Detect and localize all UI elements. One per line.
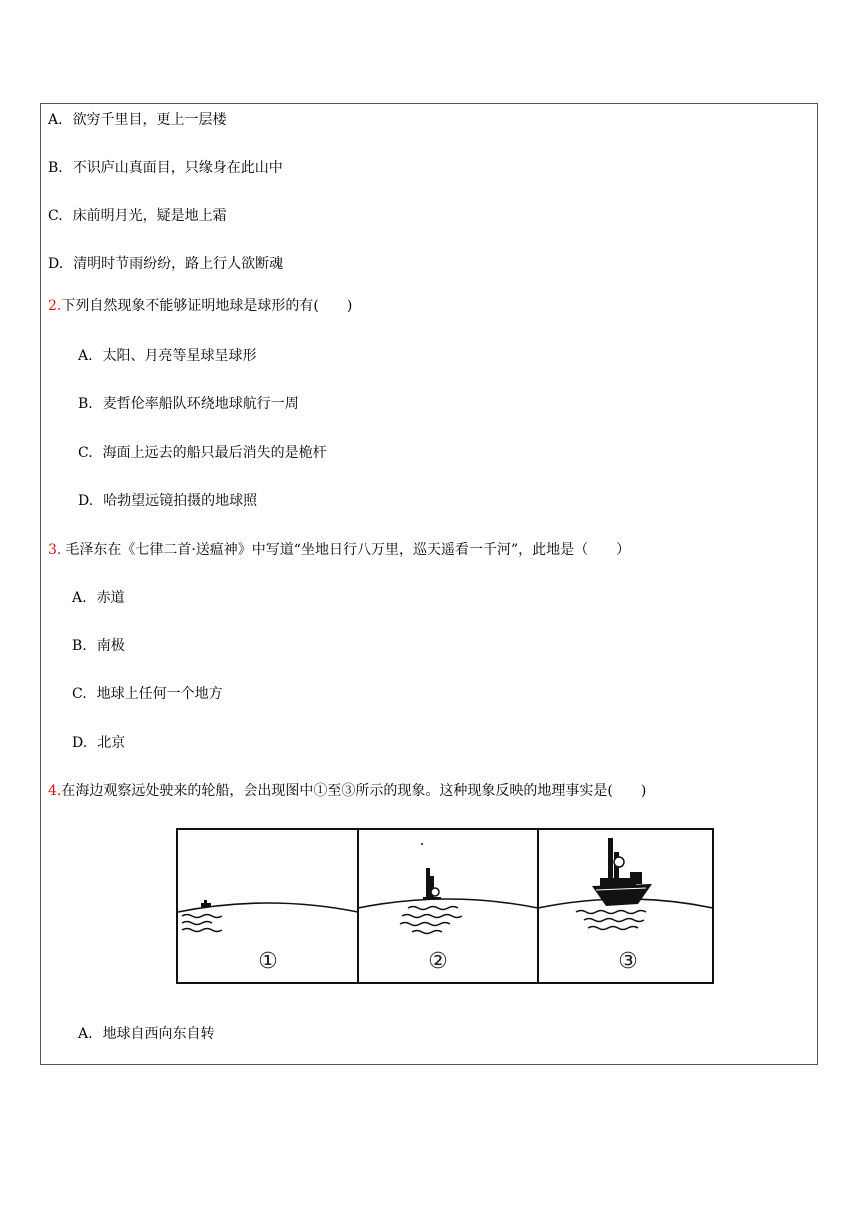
panel-label-1: ① [258,949,278,974]
q4-text: 在海边观察远处驶来的轮船，会出现图中①至③所示的现象。这种现象反映的地理事实是( ) [61,783,647,799]
q2-option-b: B. 麦哲伦率船队环绕地球航行一周 [78,396,299,412]
q2-stem [48,297,352,315]
q1-option-c: C. 床前明月光，疑是地上霜 [48,208,227,224]
q3-text: 毛泽东在《七律二首·送瘟神》中写道“坐地日行八万里，巡天遥看一千河”，此地是（ ） [65,542,631,558]
q4-option-a: A. 地球自西向东自转 [78,1026,215,1042]
q4-stem [48,782,646,800]
q1-option-d: D. 清明时节雨纷纷，路上行人欲断魂 [48,256,284,272]
panel-label-2: ② [428,949,448,974]
q2-option-d: D. 哈勃望远镜拍摄的地球照 [78,493,258,509]
q4-number: 4. [48,783,62,799]
q3-option-a: A. 赤道 [72,590,125,606]
ship-horizon-figure [176,828,714,984]
q3-stem [48,541,630,559]
q3-option-c: C. 地球上任何一个地方 [72,686,223,702]
panel-label-3: ③ [618,949,638,974]
q3-option-b: B. 南极 [72,638,125,654]
q3-number: 3. [48,542,62,558]
q2-number: 2. [48,298,62,314]
q2-option-c: C. 海面上远去的船只最后消失的是桅杆 [78,445,327,461]
q2-option-a: A. 太阳、月亮等星球呈球形 [78,348,257,364]
q1-option-a: A. 欲穷千里目，更上一层楼 [48,112,227,128]
q3-option-d: D. 北京 [72,735,126,751]
q1-option-b: B. 不识庐山真面目，只缘身在此山中 [48,160,283,176]
q2-text: 下列自然现象不能够证明地球是球形的有( ) [61,298,353,314]
